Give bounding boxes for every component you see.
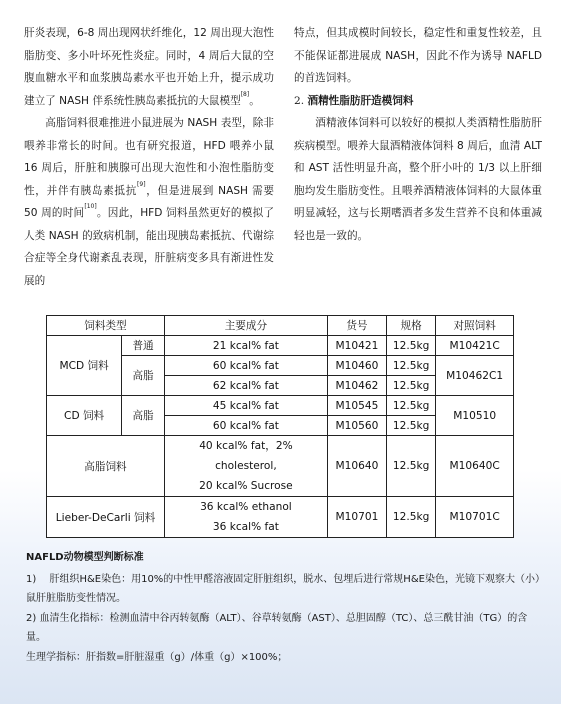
header-item-number: 货号 — [327, 316, 386, 336]
normal-label: 普通 — [122, 336, 165, 356]
section-heading: 2. 酒精性脂肪肝造模饲料 — [294, 94, 414, 107]
criteria-title: NAFLD动物模型判断标准 — [26, 552, 144, 563]
paragraph-hfd: 高脂饲料很难推进小鼠进展为 NASH 表型，除非喂养非常长的时间。也有研究报道，HFD 喂养小鼠 16 周后，肝脏和胰腺可出现大泡性和小泡性脂肪变性，并伴有胰岛素抵抗[9]，但是进展到 NASH 需要 50 周的时间[10]。因此，HFD 饲料虽然更好的模拟了人类 NASH 的致病机制，能出现胰岛素抵抗、代谢综合症等全身代谢紊乱表现，肝脏病变多具有渐进性发展的 — [24, 117, 274, 287]
header-feed-type: 饲料类型 — [47, 316, 165, 336]
cd-feed-label: CD 饲料 — [47, 396, 122, 436]
criteria-section — [26, 548, 541, 667]
lieber-decarli-label: Lieber-DeCarli 饲料 — [47, 497, 165, 538]
criteria-item-1: 1) 肝组织H&E染色：用10%的中性甲醛溶液固定肝脏组织，脱水、包埋后进行常规H&E染色，光镜下观察大（小）鼠肝脏脂肪变性情况。 — [26, 573, 540, 604]
header-spec: 规格 — [386, 316, 435, 336]
table-row: 高脂饲料 40 kcal% fat，2% cholesterol, 20 kcal% Sucrose M10640 12.5kg M10640C — [47, 436, 514, 497]
highfat-label: 高脂 — [122, 356, 165, 396]
table-row: 高脂 60 kcal% fat M10460 12.5kg M10462C1 — [47, 356, 514, 376]
criteria-item-2: 2) 血清生化指标：检测血清中谷丙转氨酶（ALT）、谷草转氨酶（AST）、总胆固醇（TC）、总三酰甘油（TG）的含量。 — [26, 612, 528, 643]
left-text-column — [24, 22, 274, 292]
mcd-feed-label: MCD 饲料 — [47, 336, 122, 396]
feed-table — [46, 315, 514, 538]
table-row: 60 kcal% fat M10560 12.5kg — [47, 416, 514, 436]
criteria-item-3: 生理学指标：肝指数=肝脏湿重（g）/体重（g）×100%； — [26, 651, 288, 663]
table-row: MCD 饲料 普通 21 kcal% fat M10421 12.5kg M10421C — [47, 336, 514, 356]
table-row: CD 饲料 高脂 45 kcal% fat M10545 12.5kg M10510 — [47, 396, 514, 416]
table-row: Lieber-DeCarli 饲料 36 kcal% ethanol 36 kcal% fat M10701 12.5kg M10701C — [47, 497, 514, 538]
highfat-feed-label: 高脂饲料 — [47, 436, 165, 497]
citation-8: [8] — [240, 90, 250, 98]
table-row: 62 kcal% fat M10462 12.5kg — [47, 376, 514, 396]
right-text-column — [294, 22, 542, 247]
paragraph-rat-model: 肝炎表现，6-8 周出现网状纤维化，12 周出现大泡性脂肪变、多小叶坏死性炎症。同时，4 周后大鼠的空腹血糖水平和血浆胰岛素水平也开始上升，提示成功建立了 NASH 伴系统性胰岛素抵抗的大鼠模型[8]。 — [24, 27, 274, 107]
header-composition: 主要成分 — [164, 316, 327, 336]
paragraph-hfd-continued: 特点，但其成模时间较长，稳定性和重复性较差，且不能保证都进展成 NASH，因此不作为诱导 NAFLD 的首选饲料。 — [294, 27, 542, 84]
citation-10: [10] — [84, 203, 97, 210]
paragraph-alcohol: 酒精液体饲料可以较好的模拟人类酒精性脂肪肝疾病模型。喂养大鼠酒精液体饲料 8 周后，血清 ALT 和 AST 活性明显升高，整个肝小叶的 1/3 以上肝细胞均发生脂肪变性。且喂养酒精液体饲料的大鼠体重明显减轻，这与长期嗜酒者多发生营养不良和体重减轻也是一致的。 — [294, 117, 542, 242]
highfat-label: 高脂 — [122, 396, 165, 436]
header-control-feed: 对照饲料 — [436, 316, 514, 336]
table-header-row — [47, 316, 514, 336]
citation-9: [9] — [137, 180, 146, 188]
